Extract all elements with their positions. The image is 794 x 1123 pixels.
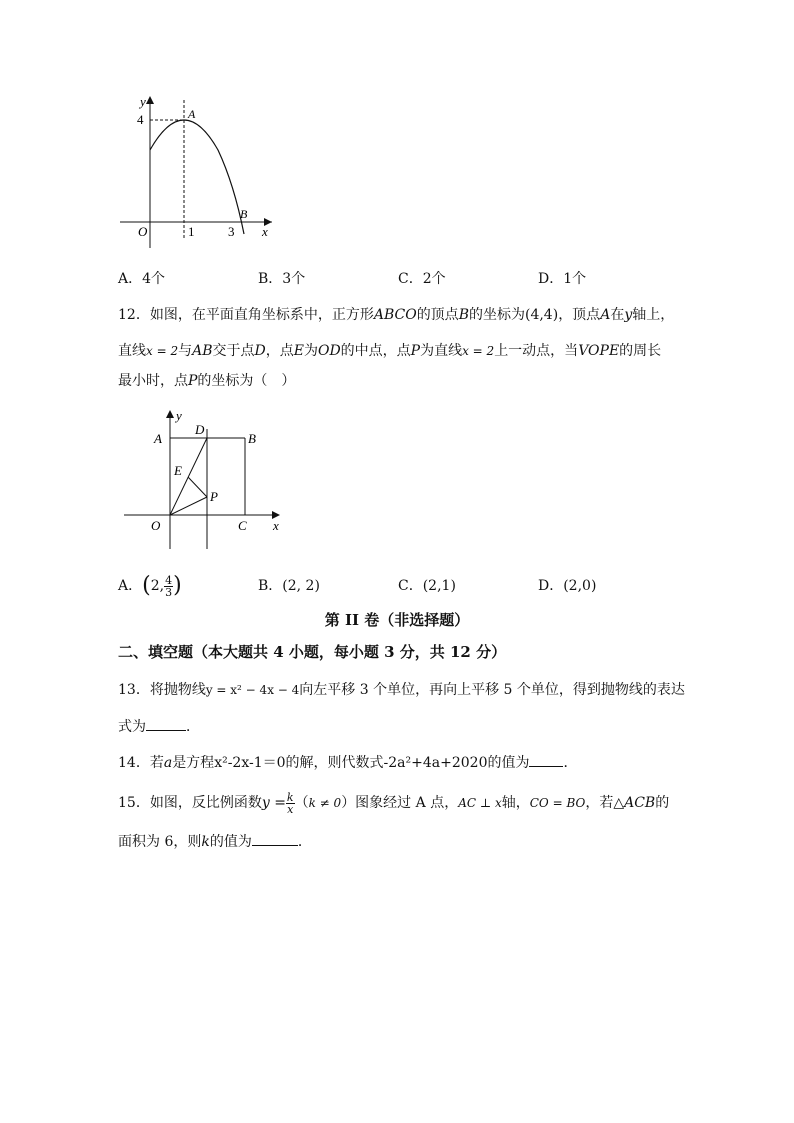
q12-segment-ab: AB: [192, 343, 213, 359]
q15-line-1: [118, 790, 669, 816]
q12-fig-c-label: C: [238, 518, 247, 533]
q12-option-a-label: A．: [118, 578, 143, 594]
q12-triangle-name: VOPE: [578, 343, 620, 359]
q12-line-1: [118, 305, 674, 325]
q14-text: 14．若: [118, 755, 164, 771]
q14-expression: -2a²+4a+2020: [383, 755, 488, 771]
q12-option-a-numerator: 4: [165, 573, 173, 587]
q12-option-a-paren-close: ): [173, 573, 182, 598]
q15-perpendicular: AC ⊥ x: [458, 796, 502, 810]
q12-fig-o-label: O: [151, 518, 161, 533]
q15-denominator: x: [287, 802, 294, 816]
q12-text: 的周长: [619, 343, 662, 359]
q12-text: 的坐标为: [468, 307, 525, 323]
q12-text: 轴上，: [632, 307, 675, 323]
q12-text: 最小时，点: [118, 373, 188, 389]
q12-text: 在: [610, 307, 625, 323]
q15-line-2: [118, 831, 312, 852]
q12-option-a-fraction: [164, 575, 173, 598]
q12-segment-od: OD: [317, 343, 341, 359]
q12-option-b: B．(2, 2): [258, 578, 320, 594]
q12-segment-op: [170, 497, 207, 515]
q13-text: 式为: [118, 719, 146, 735]
q13-text: 向左平移 3 个单位，再向上平移 5 个单位，得到抛物线的表达: [299, 682, 685, 698]
q13-line-2: [118, 716, 200, 737]
q13-text: ．: [186, 719, 200, 735]
q13-line-1: [118, 680, 685, 700]
q14-answer-blank: [529, 752, 563, 767]
q14-text: ．: [563, 755, 578, 771]
q12-option-a: [118, 574, 182, 598]
q14-text: 的值为: [487, 755, 530, 771]
q12-text: 12．如图，在平面直角坐标系中，正方形: [118, 307, 374, 323]
q12-text: 交于点: [212, 343, 255, 359]
q15-triangle-name: ACB: [624, 795, 656, 811]
q15-function-lhs: y =: [261, 795, 286, 811]
q12-fig-e-label: E: [174, 463, 182, 478]
q15-condition: k ≠ 0: [308, 796, 342, 810]
q15-text: 轴，: [501, 795, 530, 811]
q11-x-label: x: [262, 224, 268, 239]
q13-text: 13．将抛物线: [118, 682, 206, 698]
q15-text: ．: [297, 834, 312, 850]
section-2-title: 第 II 卷（非选择题）: [324, 611, 470, 629]
q12-line-2: [118, 341, 661, 361]
q13-answer-blank: [146, 716, 186, 731]
q12-text: 与: [178, 343, 193, 359]
q12-point-e: E: [293, 343, 304, 359]
q12-text: 为直线: [420, 343, 463, 359]
q12-fig-y-label: y: [176, 408, 182, 423]
q12-point-d: D: [254, 343, 266, 359]
q12-option-a-paren-open: (: [142, 573, 151, 598]
q12-square-figure: [118, 406, 293, 554]
q12-segment-ep: [188, 477, 207, 497]
q12-text: 直线: [118, 343, 146, 359]
q11-parabola-graph: [112, 92, 282, 250]
q12-option-d: D．(2,0): [538, 578, 597, 594]
q15-text: 的值为: [209, 834, 252, 850]
q12-square-name: ABCO: [373, 307, 417, 323]
q15-text: 面积为 6，则: [118, 834, 202, 850]
q11-option-d: D．1个: [538, 271, 587, 287]
q12-text: 的坐标为（ ）: [197, 373, 296, 389]
q12-text: 的顶点: [416, 307, 459, 323]
q12-point-p: P: [188, 373, 198, 389]
q12-y-axis-arrow: [166, 410, 174, 418]
q12-line-3: [118, 371, 295, 391]
q11-y-label: y: [140, 94, 146, 109]
q11-y-axis-arrow: [146, 96, 154, 104]
q15-text: （: [294, 795, 309, 811]
q12-text: 上一动点，当: [494, 343, 579, 359]
q11-point-b-label: B: [240, 207, 248, 221]
q11-parabola-curve: [150, 120, 244, 234]
q12-text: 为: [303, 343, 318, 359]
q12-option-c: C．(2,1): [398, 578, 456, 594]
q12-text: 的中点，点: [340, 343, 411, 359]
q14-line: [118, 752, 577, 773]
q11-tick-1: 1: [188, 224, 195, 239]
q12-point-b: B: [458, 307, 469, 323]
q12-option-a-denominator: 3: [165, 585, 173, 599]
q15-text: ，若△: [585, 795, 625, 811]
q11-tick-3: 3: [228, 224, 235, 239]
q15-numerator: k: [286, 790, 294, 804]
q15-fraction: [286, 792, 295, 815]
q15-text: 15．如图，反比例函数: [118, 795, 262, 811]
q12-point-p: P: [410, 343, 421, 359]
q12-text: ，点: [265, 343, 294, 359]
q14-variable-a: a: [163, 755, 173, 771]
q14-text: 的解，则代数式: [285, 755, 384, 771]
q15-answer-blank: [252, 831, 298, 846]
q13-parabola-expression: y = x² − 4x − 4: [205, 683, 300, 697]
q12-text: ，顶点: [558, 307, 601, 323]
q12-b-coordinate: (4,4): [524, 307, 559, 323]
section-2-heading: 二、填空题（本大题共 4 小题，每小题 3 分，共 12 分）: [118, 643, 507, 661]
q15-text: 的: [655, 795, 670, 811]
q12-fig-x-label: x: [273, 518, 279, 533]
q12-fig-d-label: D: [195, 422, 205, 437]
q12-fig-p-label: P: [210, 489, 218, 504]
q12-point-a: A: [600, 307, 611, 323]
q12-line-equation: x = 2: [462, 344, 495, 358]
q15-variable-k: k: [201, 834, 210, 850]
q14-text: 是方程: [172, 755, 215, 771]
q12-fig-a-label: A: [154, 431, 162, 446]
q11-option-c: C．2个: [398, 271, 446, 287]
q14-equation: x²-2x-1＝0: [214, 755, 286, 771]
q15-text: ）图象经过 A 点，: [341, 795, 459, 811]
q15-equality: CO = BO: [529, 796, 586, 810]
q12-fig-b-label: B: [248, 431, 256, 446]
q11-origin-label: O: [138, 224, 148, 239]
q11-option-b: B．3个: [258, 271, 306, 287]
q11-tick-4: 4: [137, 112, 144, 127]
q12-option-a-coord: 2,: [150, 578, 165, 594]
q12-line-equation: x = 2: [146, 344, 179, 358]
q12-y-axis-name: y: [624, 307, 633, 323]
q11-option-a: A．4个: [118, 271, 166, 287]
q11-point-a-label: A: [188, 107, 196, 121]
